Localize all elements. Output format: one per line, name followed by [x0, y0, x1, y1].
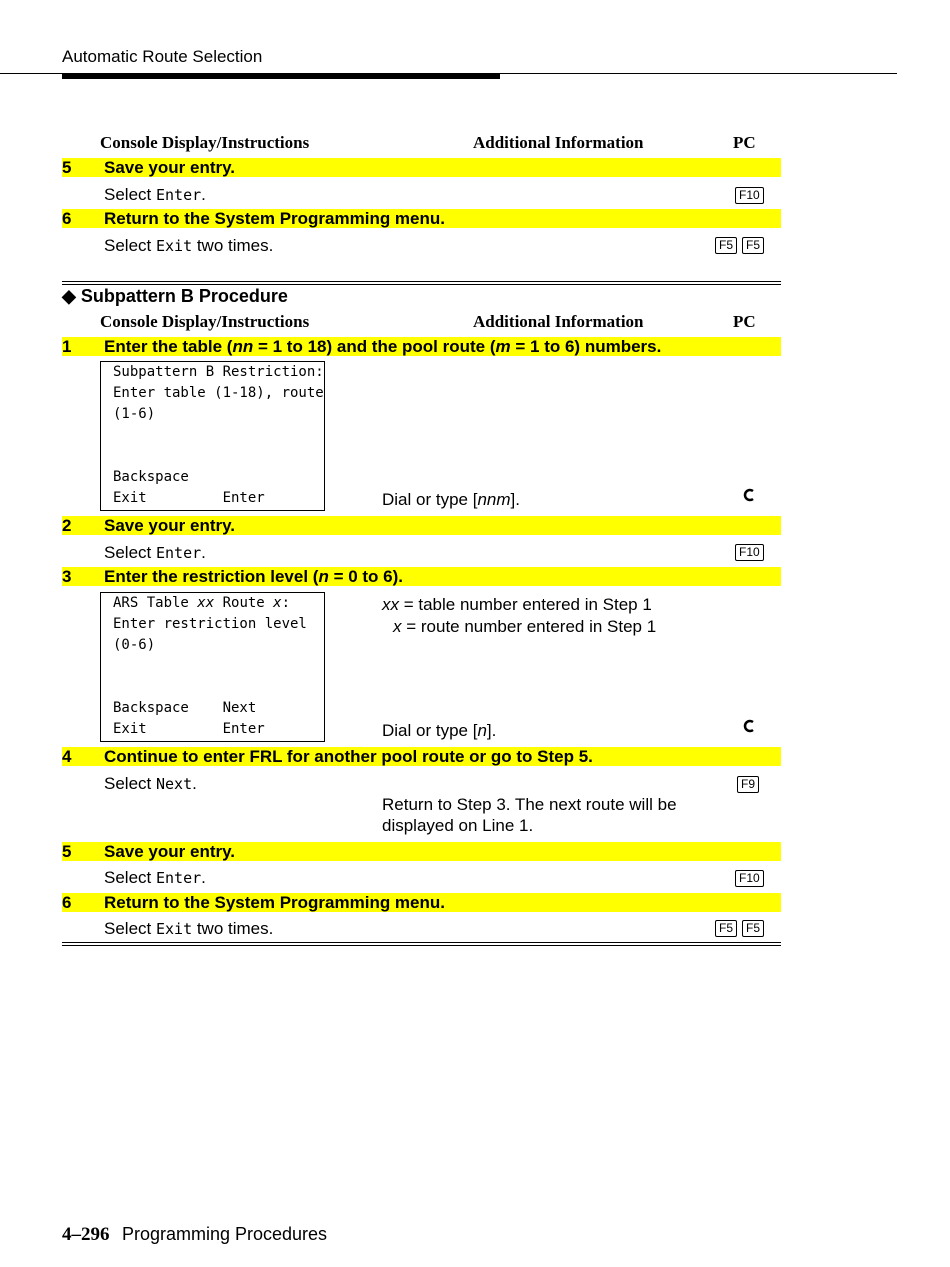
display-line: Backspace Next	[113, 700, 257, 716]
function-key: F5	[742, 237, 764, 254]
col-head-console: Console Display/Instructions	[100, 133, 310, 152]
display-line: Enter restriction level	[113, 616, 307, 632]
section-rule	[62, 281, 781, 285]
step-number: 1	[62, 337, 72, 356]
display-command: Enter	[155, 186, 202, 204]
step-number: 2	[62, 516, 72, 535]
console-display	[100, 592, 325, 742]
diamond-bullet-icon: ◆	[62, 286, 76, 306]
display-line: Enter table (1-18), route	[113, 385, 324, 401]
info-note: x = route number entered in Step 1	[393, 617, 657, 636]
display-command: Exit	[155, 920, 193, 938]
col-head-pc: PC	[733, 312, 756, 331]
step-heading: Save your entry.	[104, 842, 236, 861]
info-note: xx = table number entered in Step 1	[382, 595, 652, 614]
function-key: F5	[715, 920, 737, 937]
additional-info: Dial or type [n].	[382, 721, 497, 740]
display-command: Next	[155, 775, 193, 793]
step-band	[62, 893, 781, 912]
display-line: Exit Enter	[113, 490, 265, 506]
additional-info: displayed on Line 1.	[382, 816, 534, 835]
step-number: 5	[62, 158, 72, 177]
display-line: Exit Enter	[113, 721, 265, 737]
page-footer	[62, 1224, 327, 1246]
step-band	[62, 842, 781, 861]
page-number: 4–296	[62, 1224, 110, 1245]
col-head-console: Console Display/Instructions	[100, 312, 310, 331]
col-head-pc: PC	[733, 133, 756, 152]
function-key: F10	[735, 544, 764, 561]
function-key: F10	[735, 187, 764, 204]
additional-info: Dial or type [nnm].	[382, 490, 520, 509]
console-display	[100, 361, 325, 511]
function-key: F10	[735, 870, 764, 887]
function-key: F9	[737, 776, 759, 793]
function-key: F5	[715, 237, 737, 254]
handset-icon	[742, 719, 756, 733]
display-command: Enter	[155, 869, 202, 887]
step-heading: Enter the table (nn = 1 to 18) and the pool route (m = 1 to 6) numbers.	[104, 337, 662, 356]
additional-info: Return to Step 3. The next route will be	[382, 795, 677, 814]
section-rule	[62, 942, 781, 946]
display-line: Subpattern B Restriction:	[113, 364, 324, 380]
col-head-additional: Additional Information	[473, 312, 644, 331]
instruction: Select Enter.	[104, 868, 206, 887]
step-heading: Continue to enter FRL for another pool route or go to Step 5.	[104, 747, 593, 766]
instruction: Select Enter.	[104, 185, 206, 204]
step-heading: Enter the restriction level (n = 0 to 6).	[104, 567, 404, 586]
display-line: (0-6)	[113, 637, 156, 653]
step-band	[62, 209, 781, 228]
step-band	[62, 567, 781, 586]
step-number: 4	[62, 747, 72, 766]
header-rule-bold	[62, 73, 500, 79]
instruction: Select Exit two times.	[104, 236, 274, 255]
step-band	[62, 337, 781, 356]
display-line: ARS Table xx Route x:	[113, 595, 291, 611]
instruction: Select Exit two times.	[104, 919, 274, 938]
instruction: Select Next.	[104, 774, 197, 793]
step-band	[62, 158, 781, 177]
display-line: Backspace	[113, 469, 189, 485]
step-band	[62, 747, 781, 766]
step-number: 5	[62, 842, 72, 861]
col-head-additional: Additional Information	[473, 133, 644, 152]
step-number: 6	[62, 893, 72, 912]
step-number: 6	[62, 209, 72, 228]
step-heading: Return to the System Programming menu.	[104, 893, 445, 912]
footer-title: Programming Procedures	[121, 1224, 328, 1244]
step-number: 3	[62, 567, 72, 586]
step-heading: Save your entry.	[104, 158, 236, 177]
step-band	[62, 516, 781, 535]
step-heading: Return to the System Programming menu.	[104, 209, 445, 228]
function-key: F5	[742, 920, 764, 937]
instruction: Select Enter.	[104, 543, 206, 562]
step-heading: Save your entry.	[104, 516, 236, 535]
display-command: Enter	[155, 544, 202, 562]
display-line: (1-6)	[113, 406, 156, 422]
running-header: Automatic Route Selection	[62, 47, 263, 66]
section-title: ◆ Subpattern B Procedure	[62, 286, 288, 306]
handset-icon	[742, 488, 756, 502]
display-command: Exit	[155, 237, 193, 255]
